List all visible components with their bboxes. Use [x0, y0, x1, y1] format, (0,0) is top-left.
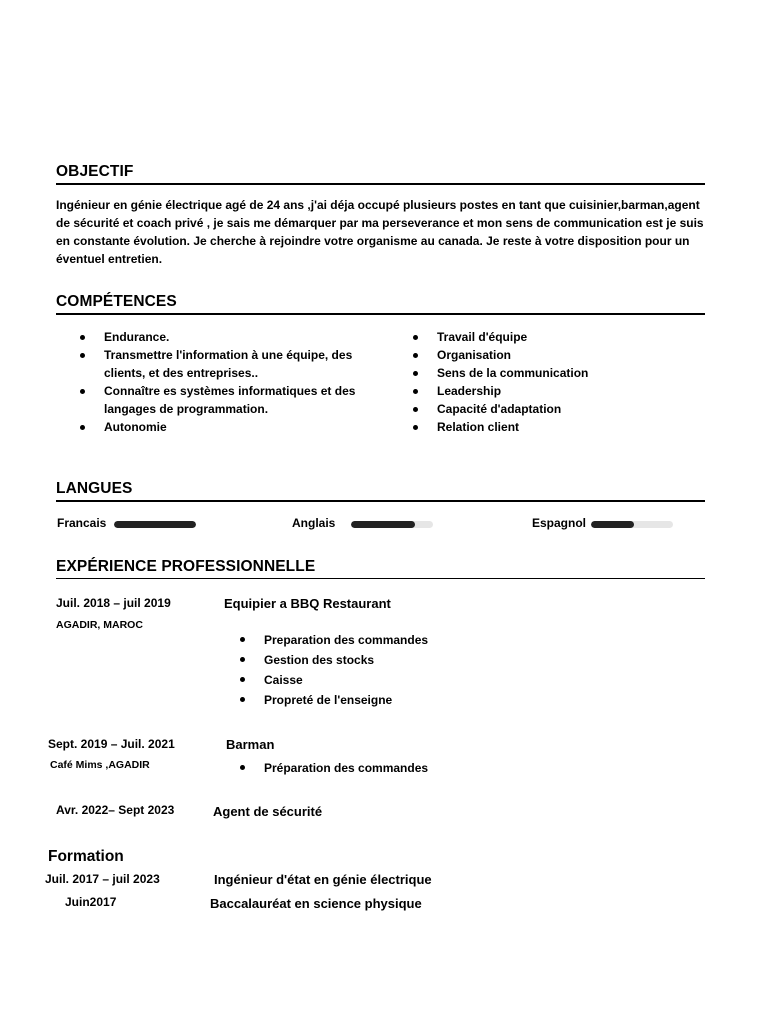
language-name-anglais: Anglais: [292, 516, 336, 530]
skill-item: Autonomie: [80, 418, 370, 436]
job-location: Café Mims ,AGADIR: [50, 759, 150, 771]
competences-left-list: [80, 328, 370, 436]
job-dates: Juil. 2018 – juil 2019: [56, 596, 171, 610]
competences-heading: COMPÉTENCES: [56, 293, 705, 315]
formation-dates: Juil. 2017 – juil 2023: [45, 872, 160, 886]
formation-title: Baccalauréat en science physique: [210, 896, 422, 911]
job-task: Gestion des stocks: [240, 650, 540, 670]
job-location: AGADIR, MAROC: [56, 619, 143, 631]
objectif-text: Ingénieur en génie électrique agé de 24 ans ,j'ai déja occupé plusieurs postes en tant que cuisinier,barman,agent de sécurité et coach privé , je sais me démarquer par ma perseverance et mon sens de communication est je suis en constante évolution. Je cherche à rejoindre votre organisme au canada. Je reste à votre disposition pour un éventuel entretien.: [56, 198, 704, 266]
job-title: Equipier a BBQ Restaurant: [224, 596, 391, 611]
skill-item: Leadership: [413, 382, 703, 400]
competences-right-list: [413, 328, 703, 436]
skill-item: Transmettre l'information à une équipe, des clients, et des entreprises..: [80, 346, 370, 382]
language-level-bar-anglais: [351, 521, 433, 528]
skill-item: Travail d'équipe: [413, 328, 703, 346]
objectif-heading: OBJECTIF: [56, 163, 705, 185]
job-dates: Avr. 2022– Sept 2023: [56, 803, 175, 817]
job-task: Preparation des commandes: [240, 630, 540, 650]
formation-title: Ingénieur d'état en génie électrique: [214, 872, 432, 887]
skill-item: Organisation: [413, 346, 703, 364]
formation-heading: Formation: [48, 848, 124, 865]
language-name-francais: Francais: [57, 516, 107, 530]
experience-heading: EXPÉRIENCE PROFESSIONNELLE: [56, 558, 705, 579]
language-level-bar-espagnol: [591, 521, 673, 528]
job-task: Propreté de l'enseigne: [240, 690, 540, 710]
language-level-bar-francais: [114, 521, 196, 528]
langues-heading: LANGUES: [56, 480, 705, 502]
job-title: Barman: [226, 737, 275, 752]
job-title: Agent de sécurité: [213, 804, 323, 819]
skill-item: Relation client: [413, 418, 703, 436]
job-task: Préparation des commandes: [240, 758, 540, 778]
language-level-fill: [591, 521, 634, 528]
job-task: Caisse: [240, 670, 540, 690]
job-task-list: [240, 630, 540, 710]
job-dates: Sept. 2019 – Juil. 2021: [48, 737, 175, 751]
skill-item: Sens de la communication: [413, 364, 703, 382]
language-level-fill: [114, 521, 196, 528]
job-task-list: [240, 758, 540, 778]
skill-item: Endurance.: [80, 328, 370, 346]
skill-item: Capacité d'adaptation: [413, 400, 703, 418]
skill-item: Connaître es systèmes informatiques et des langages de programmation.: [80, 382, 370, 418]
language-level-fill: [351, 521, 415, 528]
formation-dates: Juin2017: [65, 895, 117, 909]
language-name-espagnol: Espagnol: [532, 516, 587, 530]
